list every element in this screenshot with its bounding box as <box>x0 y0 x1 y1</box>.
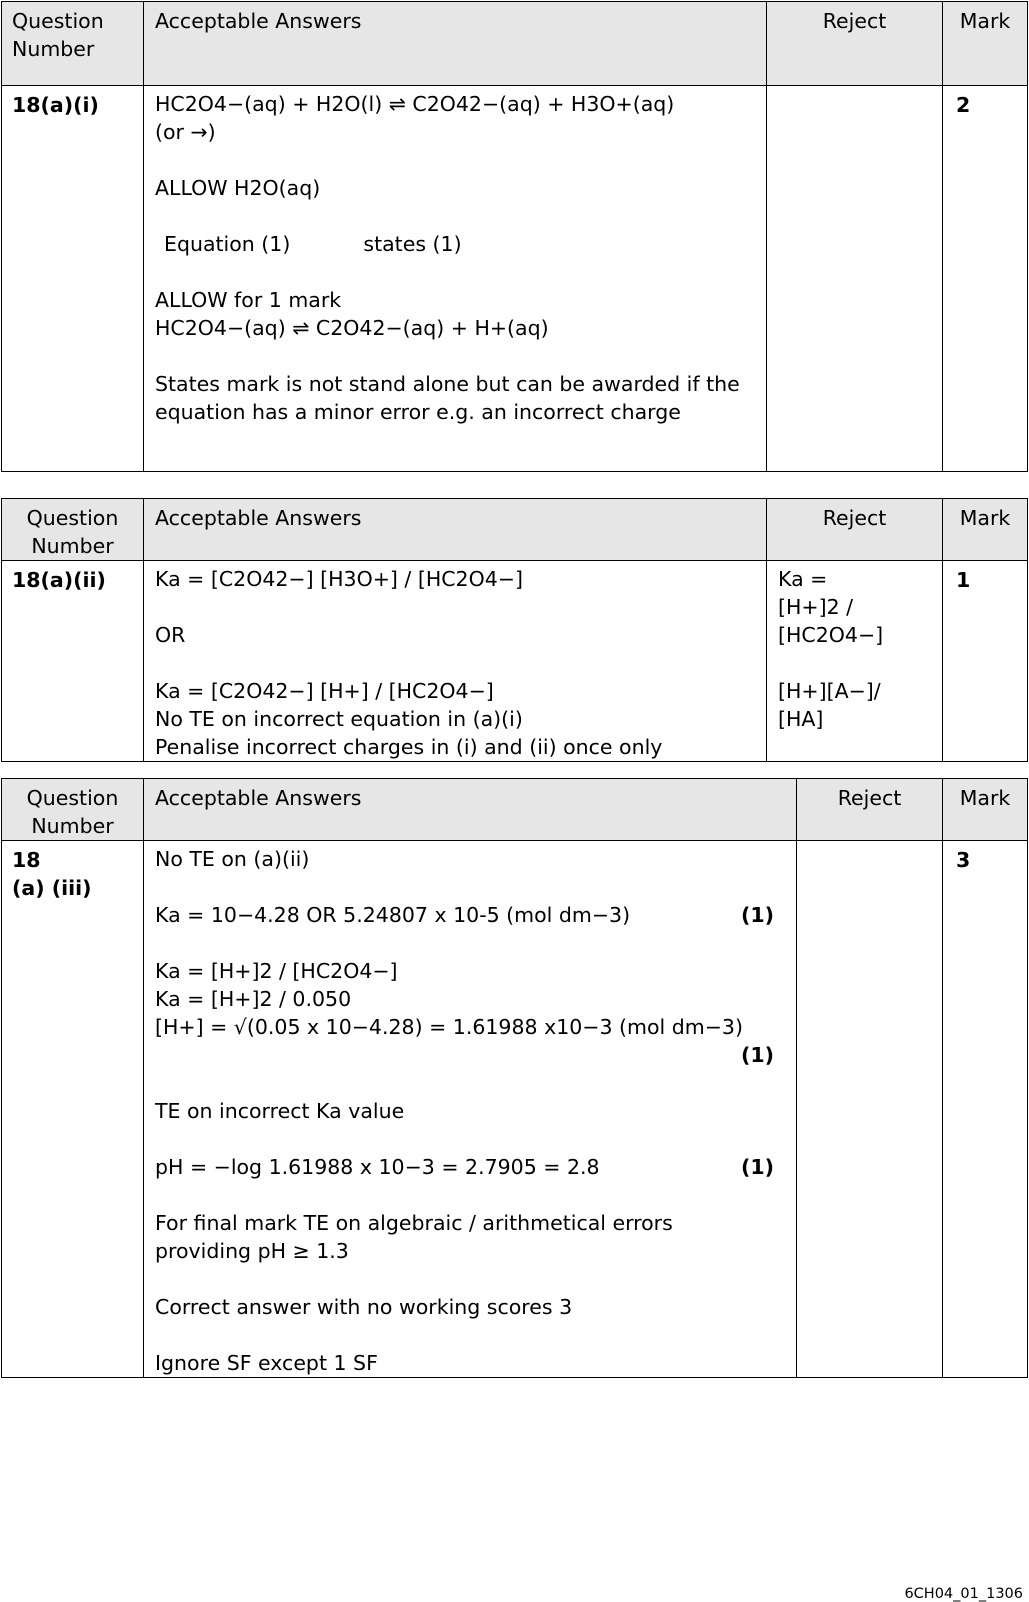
mark-scheme-table-18ai <box>1 1 1028 472</box>
h-concentration-calc: [H+] = √(0.05 x 10−4.28) = 1.61988 x10−3 (mol dm−3) <box>155 1015 743 1039</box>
mark-scheme-table-18aiii <box>1 778 1028 1378</box>
equation: HC2O4−(aq) + H2O(l) ⇌ C2O42−(aq) + H3O+(aq) <box>155 92 675 116</box>
reject-line: [HC2O4−] <box>778 623 884 647</box>
mark-allocation <box>155 230 758 258</box>
header-acceptable-answers: Acceptable Answers <box>144 2 767 86</box>
reject-cell <box>767 561 943 762</box>
reject-line: [H+]2 / <box>778 595 854 619</box>
reject-line: Ka = <box>778 567 828 591</box>
no-te-note: No TE on (a)(ii) <box>155 847 310 871</box>
question-number-cell <box>2 841 144 1378</box>
ka-value-line <box>155 901 774 929</box>
question-number: 18 <box>12 848 41 872</box>
reject-cell <box>797 841 943 1378</box>
no-te-note: No TE on incorrect equation in (a)(i) <box>155 707 523 731</box>
header-reject: Reject <box>767 2 943 86</box>
header-mark: Mark <box>943 779 1028 841</box>
ka-value: Ka = 10−4.28 OR 5.24807 x 10-5 (mol dm−3) <box>155 903 631 927</box>
acceptable-answers-cell <box>144 86 767 472</box>
acceptable-answers-cell <box>144 841 797 1378</box>
ka-substitution: Ka = [H+]2 / 0.050 <box>155 987 352 1011</box>
reject-cell <box>767 86 943 472</box>
mark-2: (1) <box>740 1043 774 1067</box>
question-part: (a) (iii) <box>12 876 92 900</box>
header-acceptable-answers: Acceptable Answers <box>144 779 797 841</box>
mark-cell: 2 <box>943 86 1028 472</box>
header-reject: Reject <box>767 499 943 561</box>
penalise-note: Penalise incorrect charges in (i) and (ii) once only <box>155 735 663 759</box>
states-note: States mark is not stand alone but can be awarded if the equation has a minor error e.g. an incorrect charge <box>155 372 740 424</box>
ph-calc: pH = −log 1.61988 x 10−3 = 2.7905 = 2.8 <box>155 1155 600 1179</box>
header-reject: Reject <box>797 779 943 841</box>
acceptable-answers-cell <box>144 561 767 762</box>
final-mark-note: For final mark TE on algebraic / arithmetical errors providing pH ≥ 1.3 <box>155 1211 673 1263</box>
header-question-number: Question Number <box>2 779 144 841</box>
header-mark: Mark <box>943 499 1028 561</box>
header-acceptable-answers: Acceptable Answers <box>144 499 767 561</box>
or-label: OR <box>155 623 186 647</box>
equation-mark: Equation (1) <box>164 232 291 256</box>
te-note: TE on incorrect Ka value <box>155 1099 405 1123</box>
question-number-cell: 18(a)(i) <box>2 86 144 472</box>
question-number-cell: 18(a)(ii) <box>2 561 144 762</box>
mark-scheme-table-18aii <box>1 498 1028 762</box>
allow-one-mark: ALLOW for 1 mark <box>155 288 342 312</box>
allow-water: ALLOW H2O(aq) <box>155 176 321 200</box>
ka-expression: Ka = [H+]2 / [HC2O4−] <box>155 959 398 983</box>
reject-line: [HA] <box>778 707 824 731</box>
ka-expression-h3o: Ka = [C2O42−] [H3O+] / [HC2O4−] <box>155 567 523 591</box>
alt-equation: HC2O4−(aq) ⇌ C2O42−(aq) + H+(aq) <box>155 316 549 340</box>
header-question-number: Question Number <box>2 499 144 561</box>
alt-arrow: (or →) <box>155 120 216 144</box>
mark-cell: 1 <box>943 561 1028 762</box>
sf-note: Ignore SF except 1 SF <box>155 1351 378 1375</box>
no-working-note: Correct answer with no working scores 3 <box>155 1295 573 1319</box>
ka-expression-h: Ka = [C2O42−] [H+] / [HC2O4−] <box>155 679 494 703</box>
header-question-number: Question Number <box>2 2 144 86</box>
header-mark: Mark <box>943 2 1028 86</box>
mark-3: (1) <box>740 1155 774 1179</box>
mark-1: (1) <box>740 903 774 927</box>
page-footer-code: 6CH04_01_1306 <box>904 1586 1023 1602</box>
states-mark: states (1) <box>363 232 462 256</box>
ph-line <box>155 1153 774 1181</box>
mark-cell: 3 <box>943 841 1028 1378</box>
reject-line: [H+][A−]/ <box>778 679 881 703</box>
